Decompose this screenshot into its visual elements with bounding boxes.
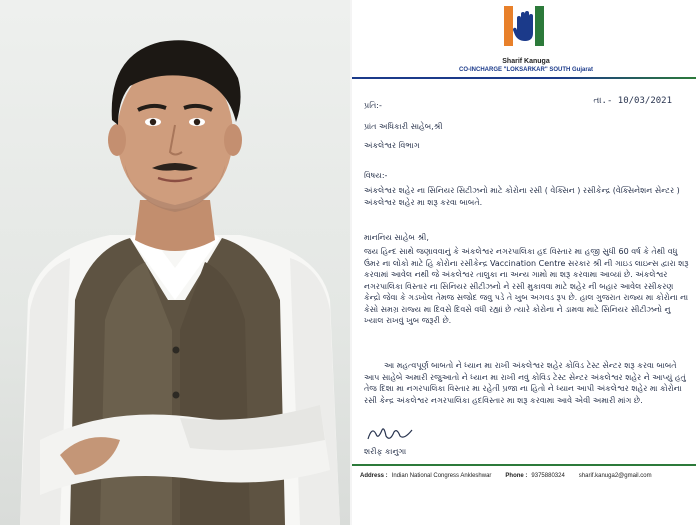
body-paragraph-1: જય હિન્દ સાથે જણાવવાનું કે અંકલેશ્વર નગરપાલિકા હદ વિસ્તાર મા હજી સુધી 60 વર્ષ કે તેથી વધુ ઉંમર ના લોકો માટે હિ કોરોના રસીકેન્દ્ર Vaccination Centre સરકાર શ્રી ની ગાઇડ લાઇન્સ દ્વારા શરૂ કરવામાં આવેલ નથી જે અંકલેશ્વર તાલુકા ના અન્ય ગામો મા શરૂ કરવામા આવ્યાં છે. અંકલેશ્વર નગરપાલિકા વિસ્તાર ના સિનિયર સીટીઝનો ને રસી મુકાવવા માટે શહેર ની બહાર આવેલ રસીકરણ કેન્દ્રો જેવા કે ગડખોલ તેમજ સજોદ જવુ પડે તે ખુબ અગવડ રૂપ છે. હાલ ગુજરાત રાજ્ય મા કોરોના ના કેસો સમગ્ર રાજ્ય મા દિવસે દિવસે વધી રહ્યાં છે ત્યારે કોરોના ને ડામવા માટે સિનિયર સીટીઝનો નુ ખ્યાલ રાખવું ખુબ જરૂરી છે. — [364, 247, 689, 325]
handwritten-signature — [366, 424, 414, 444]
phone-label: Phone : — [505, 473, 528, 479]
letterhead-name: Sharif Kanuga — [502, 58, 550, 65]
letter-document — [352, 0, 700, 525]
address-value: Indian National Congress Ankleshwar — [391, 473, 492, 479]
footer-rule — [352, 464, 696, 466]
signatory-name: શરીફ કાનુગા — [364, 447, 407, 456]
salutation: માનનિય સાહેબ શ્રી, — [364, 233, 429, 242]
letterhead-rule — [352, 77, 696, 79]
letter-date: તા.- 10/03/2021 — [593, 96, 672, 106]
to-label: પ્રતિ:- — [364, 101, 382, 110]
subject-text: અંકલેશ્વર શહેર ના સિનિયર સિટીઝનો માટે કોરોના રસી ( વેક્સિન ) રસીકેન્દ્ર (વેક્સિનેશન સેન્ટર ) અંકલેશ્વર શહેર મા શરૂ કરવા બાબતે. — [364, 186, 680, 207]
body-paragraph-2: આ મહત્વપૂર્ણ બાબતો ને ધ્યાન મા રાખી અંકલેશ્વર શહેર કોવિડ ટેસ્ટ સેન્ટર શરૂ કરવા બાબતે આપ સાહેબે અમારી રજુઆતો ને ધ્યાન મા રાખી નવું કોવિડ ટેસ્ટ સેન્ટર અંકલેશ્વર શહેર ને આપ્યું હતું તેજ દિશા મા નગરપાલિકા વિસ્તાર મા રહેતી પ્રજા ના હિતો ને ધ્યાન આપી અંકલેશ્વર શહેર મા કોરોના રસી કેન્દ્ર અંકલેશ્વર નગરપાલિકા હદવિસ્તાર મા શરૂ કરવામા આવે એવી અમારી માંગ છે. — [364, 361, 686, 405]
email-value: sharif.kanuga2@gmail.com — [578, 473, 652, 479]
letter-footer — [360, 473, 694, 479]
subject-label: વિષય:- — [364, 171, 388, 180]
address-label: Address : — [360, 473, 388, 479]
congress-hand-logo-icon — [504, 6, 544, 46]
recipient: પ્રાંત અધિકારી સાહેબ,શ્રી — [364, 122, 443, 131]
letterhead-designation: CO-INCHARGE "LOKSARKAR" SOUTH Gujarat — [458, 67, 594, 73]
phone-value: 9375880324 — [531, 473, 565, 479]
recipient-department: અંકલેશ્વર વિભાગ — [364, 141, 420, 150]
